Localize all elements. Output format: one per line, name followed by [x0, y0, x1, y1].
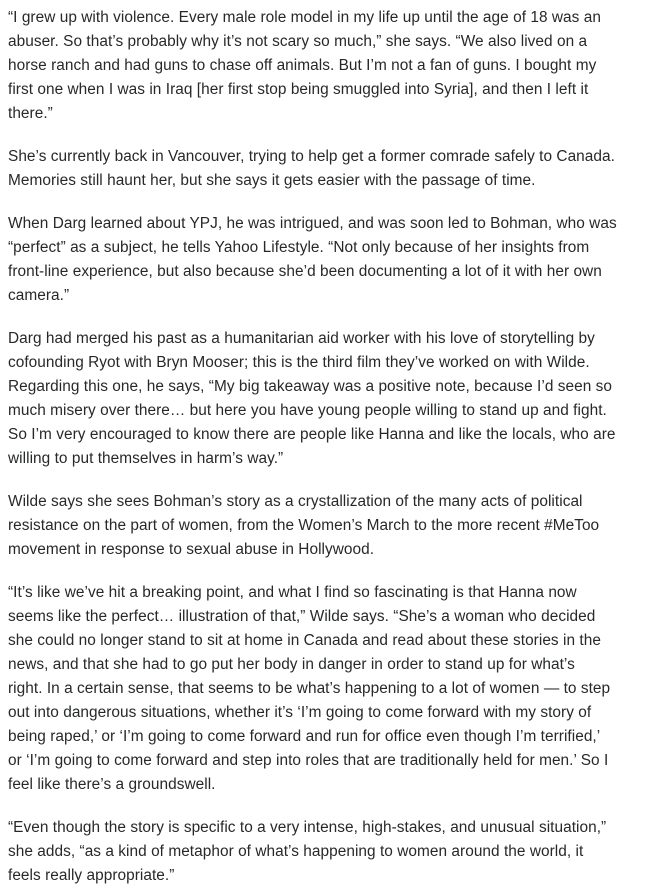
paragraph-darg-ryot: Darg had merged his past as a humanitarian aid worker with his love of storytelling by cofounding Ryot with Bryn Mooser; this is the third film they’ve worked on with Wilde. Regarding this one, he says, “My big takeaway was a positive note, because I’d seen so much misery over there… but here you have young people willing to stand up and fight. So I’m very encouraged to know there are people like Hanna and like the locals, who are willing to put themselves in harm’s way.” — [8, 330, 616, 467]
paragraph-breaking-point: “It’s like we’ve hit a breaking point, and what I find so fascinating is that Hanna now seems like the perfect… illustration of that,” Wilde says. “She’s a woman who decided she could no longer stand to sit at home in Canada and read about these stories in the news, and that she had to go put her body in danger in order to stand up for what’s right. In a certain sense, that seems to be what’s happening to a lot of women — to step out into dangerous situations, whether it’s ‘I’m going to come forward with my story of being raped,’ or ‘I’m going to come forward and run for office even though I’m terrified,’ or ‘I’m going to come forward and step into roles that are traditionally held for men.’ So I feel like there’s a groundswell. — [8, 584, 611, 793]
paragraph-darg-ypj: When Darg learned about YPJ, he was intrigued, and was soon led to Bohman, who was “perfect” as a subject, he tells Yahoo Lifestyle. “Not only because of her insights from front-line experience, but also because she’d been documenting a lot of it with her own camera.” — [8, 215, 617, 304]
paragraph-metaphor: “Even though the story is specific to a very intense, high-stakes, and unusual situation,” she adds, “as a kind of metaphor of what’s happening to women around the world, it feels really appropriate.” — [8, 819, 607, 884]
paragraph-vancouver: She’s currently back in Vancouver, trying to help get a former comrade safely to Canada. Memories still haunt her, but she says it gets easier with the passage of time. — [8, 148, 615, 189]
paragraph-wilde-crystallization: Wilde says she sees Bohman’s story as a crystallization of the many acts of political resistance on the part of women, from the Women’s March to the more recent #MeToo movement in response to sexual abuse in Hollywood. — [8, 493, 600, 558]
paragraph-violence-quote: “I grew up with violence. Every male role model in my life up until the age of 18 was an abuser. So that’s probably why it’s not scary so much,” she says. “We also lived on a horse ranch and had guns to chase off animals. But I’m not a fan of guns. I bought my first one when I was in Iraq [her first stop being smuggled into Syria], and then I left it there.” — [8, 9, 601, 122]
